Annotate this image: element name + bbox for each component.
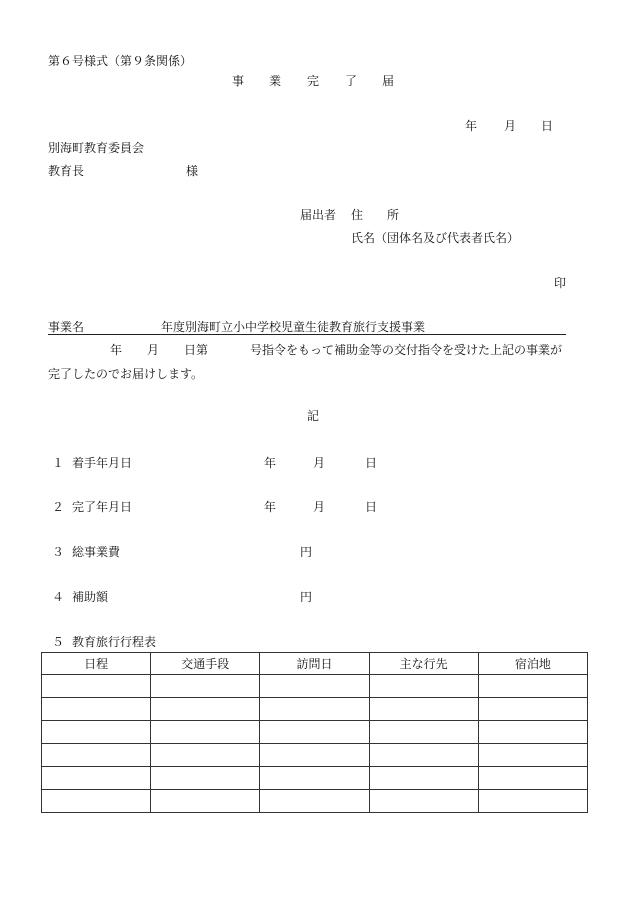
body-year: 年 bbox=[110, 343, 123, 357]
item-4-label: 補助額 bbox=[72, 590, 109, 604]
header-lodging: 宿泊地 bbox=[478, 653, 587, 675]
recipient-honorific: 様 bbox=[186, 164, 199, 178]
table-cell[interactable] bbox=[369, 698, 478, 721]
table-cell[interactable] bbox=[369, 767, 478, 790]
table-cell[interactable] bbox=[369, 721, 478, 744]
item-5-number: ５ bbox=[52, 635, 65, 649]
table-row bbox=[42, 698, 588, 721]
submitter-address-label: 住 所 bbox=[351, 208, 400, 222]
table-cell[interactable] bbox=[151, 721, 260, 744]
table-cell[interactable] bbox=[478, 698, 587, 721]
item-2-label: 完了年月日 bbox=[72, 500, 133, 514]
table-cell[interactable] bbox=[42, 675, 151, 698]
form-number: 第６号様式（第９条関係） bbox=[48, 54, 193, 68]
recipient-board: 別海町教育委員会 bbox=[48, 141, 145, 155]
table-cell[interactable] bbox=[151, 698, 260, 721]
item-1-year: 年 bbox=[264, 456, 277, 470]
table-cell[interactable] bbox=[260, 767, 369, 790]
submitter-label: 届出者 bbox=[300, 208, 337, 222]
table-row bbox=[42, 675, 588, 698]
item-3-label: 総事業費 bbox=[72, 545, 121, 559]
table-row bbox=[42, 721, 588, 744]
date-month-label: 月 bbox=[504, 119, 517, 133]
table-row bbox=[42, 767, 588, 790]
table-cell[interactable] bbox=[151, 744, 260, 767]
itinerary-table bbox=[41, 652, 588, 813]
table-cell[interactable] bbox=[151, 790, 260, 813]
table-cell[interactable] bbox=[42, 698, 151, 721]
header-transport: 交通手段 bbox=[151, 653, 260, 675]
title-char-2: 業 bbox=[269, 74, 282, 88]
table-cell[interactable] bbox=[260, 721, 369, 744]
title-char-5: 届 bbox=[382, 74, 395, 88]
item-4-number: ４ bbox=[52, 590, 65, 604]
table-cell[interactable] bbox=[260, 744, 369, 767]
title-char-1: 事 bbox=[232, 74, 245, 88]
body-month: 月 bbox=[147, 343, 160, 357]
header-visit-date: 訪問日 bbox=[260, 653, 369, 675]
title-char-4: 了 bbox=[345, 74, 358, 88]
header-destination: 主な行先 bbox=[369, 653, 478, 675]
item-3-number: ３ bbox=[52, 545, 65, 559]
item-1-label: 着手年月日 bbox=[72, 456, 133, 470]
table-row bbox=[42, 744, 588, 767]
title-char-3: 完 bbox=[307, 74, 320, 88]
table-row bbox=[42, 790, 588, 813]
item-2-month: 月 bbox=[313, 500, 326, 514]
table-cell[interactable] bbox=[260, 675, 369, 698]
item-4-unit: 円 bbox=[300, 590, 313, 604]
item-1-day: 日 bbox=[365, 456, 378, 470]
table-cell[interactable] bbox=[42, 721, 151, 744]
table-cell[interactable] bbox=[151, 767, 260, 790]
table-cell[interactable] bbox=[478, 675, 587, 698]
submitter-name-label: 氏名（団体名及び代表者氏名） bbox=[351, 231, 520, 245]
date-day-label: 日 bbox=[541, 119, 554, 133]
project-label: 事業名 bbox=[48, 320, 85, 334]
item-3-unit: 円 bbox=[300, 545, 313, 559]
ki-mark: 記 bbox=[307, 409, 320, 423]
item-1-number: １ bbox=[52, 456, 65, 470]
table-cell[interactable] bbox=[42, 744, 151, 767]
item-1-month: 月 bbox=[313, 456, 326, 470]
table-cell[interactable] bbox=[369, 790, 478, 813]
table-cell[interactable] bbox=[369, 675, 478, 698]
table-cell[interactable] bbox=[151, 675, 260, 698]
table-cell[interactable] bbox=[478, 790, 587, 813]
body-line2: 完了したのでお届けします。 bbox=[48, 367, 204, 381]
project-underline bbox=[48, 334, 566, 335]
table-cell[interactable] bbox=[478, 744, 587, 767]
item-2-day: 日 bbox=[365, 500, 378, 514]
body-line1-rest: 号指令をもって補助金等の交付指令を受けた上記の事業が bbox=[250, 343, 563, 357]
seal-mark: 印 bbox=[554, 276, 567, 290]
table-cell[interactable] bbox=[42, 790, 151, 813]
recipient-superintendent: 教育長 bbox=[48, 164, 85, 178]
table-cell[interactable] bbox=[369, 744, 478, 767]
table-cell[interactable] bbox=[478, 767, 587, 790]
item-5-label: 教育旅行行程表 bbox=[72, 635, 157, 649]
itinerary-header-row bbox=[42, 653, 588, 675]
item-2-number: ２ bbox=[52, 500, 65, 514]
table-cell[interactable] bbox=[42, 767, 151, 790]
project-name: 年度別海町立小中学校児童生徒教育旅行支援事業 bbox=[161, 320, 426, 334]
item-2-year: 年 bbox=[264, 500, 277, 514]
table-cell[interactable] bbox=[260, 698, 369, 721]
table-cell[interactable] bbox=[260, 790, 369, 813]
table-cell[interactable] bbox=[478, 721, 587, 744]
header-schedule: 日程 bbox=[42, 653, 151, 675]
body-day-no: 日第 bbox=[184, 343, 209, 357]
date-year-label: 年 bbox=[465, 119, 478, 133]
itinerary-body bbox=[42, 675, 588, 813]
